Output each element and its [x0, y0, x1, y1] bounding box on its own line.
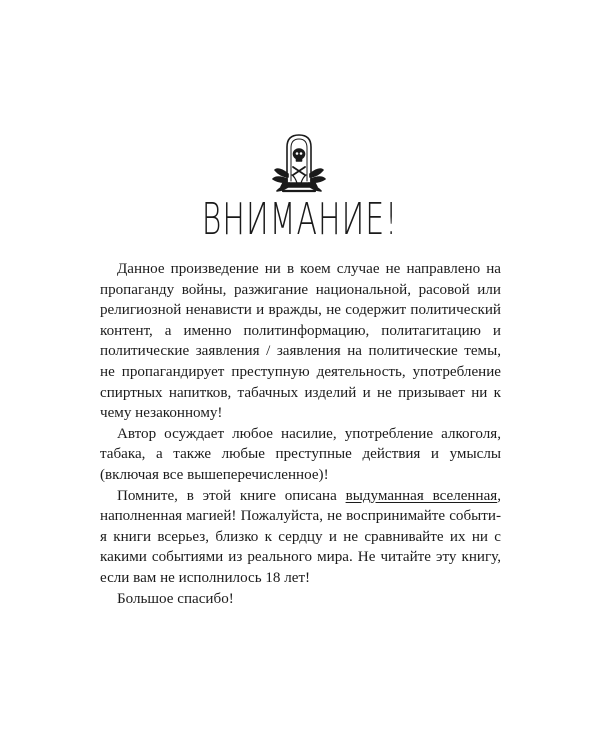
disclaimer-body	[100, 259, 501, 609]
tombstone-icon	[263, 127, 335, 199]
paragraph-author: Автор осуждает любое насилие, употребление алкоголя, табака, а также любые преступные действия и умыслы (включая все вышеперечисленное)!	[100, 425, 501, 483]
page-title: ВНИМАНИЕ!	[201, 194, 399, 246]
fictional-universe-text: выдуманная вселенная	[345, 487, 498, 504]
paragraph-reminder	[100, 486, 501, 589]
reminder-text-before: Помните, в этой книге описана	[117, 487, 346, 504]
paragraph-thanks: Большое спасибо!	[117, 590, 234, 607]
paragraph-propaganda: Данное произведение ни в коем случае не направлено на пропаганду войны, разжигание национальной, расовой или религиозной ненависти и вражды, не содержит политический контент, а именно политинформацию, политагитацию и политические заявления / заявления на политические темы, не пропагандирует преступную деятельность, употребление спиртных напитков, табачных изделий и не призывает ни к чему незаконному!	[100, 261, 501, 422]
reminder-text-after: , наполненная магией! Пожалуйста, не воспринимайте события книги всерьез, близко к сердцу и не сравнивайте их ни с какими событиями из реального мира. Не читайте эту книгу, если вам не исполнилось 18 лет!	[100, 487, 502, 586]
